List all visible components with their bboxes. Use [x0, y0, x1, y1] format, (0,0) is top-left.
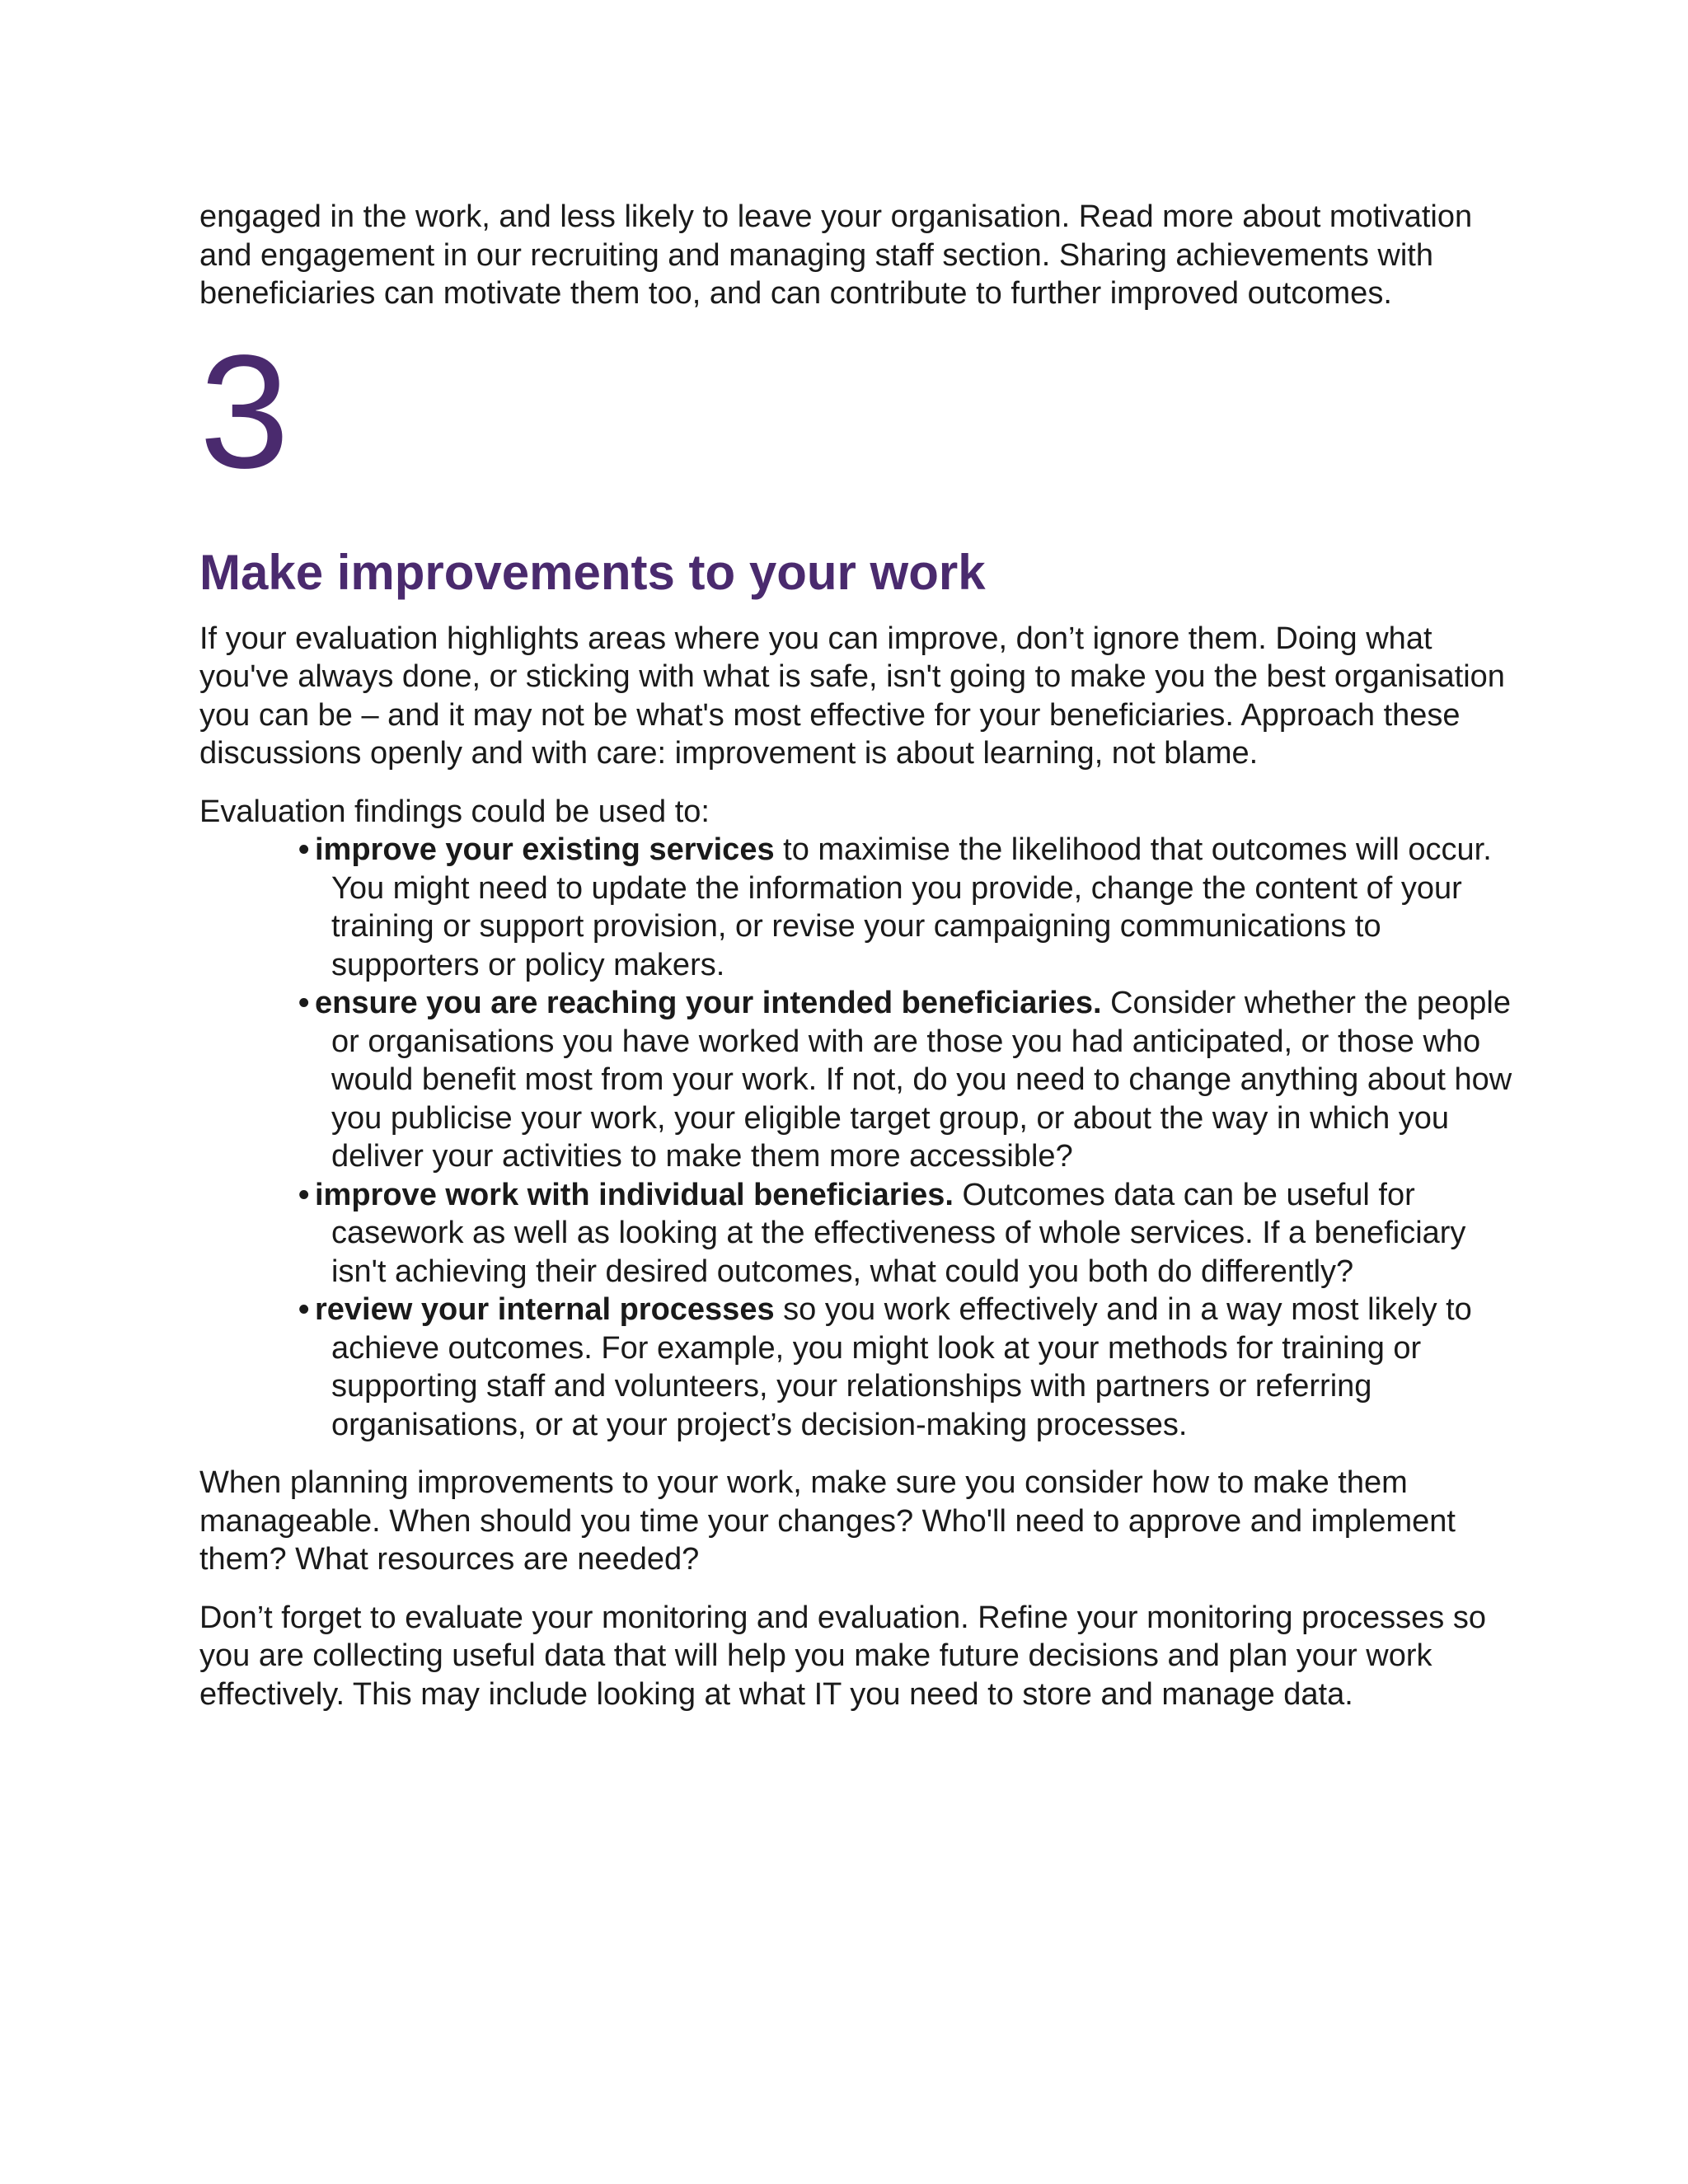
list-item — [199, 1176, 1518, 1291]
list-item-lead: ensure you are reaching your intended beneficiaries. — [315, 986, 1102, 1020]
section-title: Make improvements to your work — [199, 544, 986, 600]
intro-paragraph: engaged in the work, and less likely to leave your organisation. Read more about motivation and engagement in our recruiting and managing staff section. Sharing achievements with beneficiaries can motivate them too, and can contribute to further improved outcomes. — [199, 199, 1473, 311]
findings-list — [199, 831, 1518, 1444]
list-item — [199, 984, 1518, 1176]
bullet-icon: • — [298, 986, 310, 1020]
bullet-icon: • — [298, 832, 310, 867]
section-paragraph-3: Don’t forget to evaluate your monitoring and evaluation. Refine your monitoring processes so you are collecting useful data that will help you make future decisions and plan your work effectively. This may include looking at what IT you need to store and manage data. — [199, 1600, 1486, 1712]
section-paragraph-2: When planning improvements to your work, make sure you consider how to make them manageable. When should you time your changes? Who'll need to approve and implement them? What resources are needed? — [199, 1465, 1456, 1577]
list-item-lead: improve work with individual beneficiaries. — [315, 1177, 954, 1212]
list-item-text: to maximise the likelihood that outcomes will occur. You might need to update the information you provide, change the content of your training or support provision, or revise your campaigning communications to supporters or policy makers. — [331, 832, 1492, 982]
list-item-text: Consider whether the people or organisations you have worked with are those you had anticipated, or those who would benefit most from your work. If not, do you need to change anything about how you publicise your work, your eligible target group, or about the way in which you deliver your activities to make them more accessible? — [331, 986, 1512, 1174]
document-page — [199, 198, 1518, 1713]
bullet-icon: • — [298, 1177, 310, 1212]
bullet-icon: • — [298, 1292, 310, 1327]
list-item-text: so you work effectively and in a way most likely to achieve outcomes. For example, you might look at your methods for training or supporting staff and volunteers, your relationships with partners or referring organisations, or at your project’s decision-making processes. — [331, 1292, 1472, 1442]
section-paragraph-1: If your evaluation highlights areas where you can improve, don’t ignore them. Doing what you've always done, or sticking with what is safe, isn't going to make you the best organisation you can be – and it may not be what's most effective for your beneficiaries. Approach these discussions openly and with care: improvement is about learning, not blame. — [199, 621, 1505, 771]
list-item-lead: improve your existing services — [315, 832, 775, 867]
list-item — [199, 831, 1518, 984]
section-number: 3 — [199, 321, 290, 502]
list-intro: Evaluation findings could be used to: — [199, 794, 710, 829]
list-item-lead: review your internal processes — [315, 1292, 775, 1327]
list-item-text: Outcomes data can be useful for casework as well as looking at the effectiveness of whole services. If a beneficiary isn't achieving their desired outcomes, what could you both do differently? — [331, 1177, 1466, 1289]
list-item — [199, 1291, 1518, 1444]
